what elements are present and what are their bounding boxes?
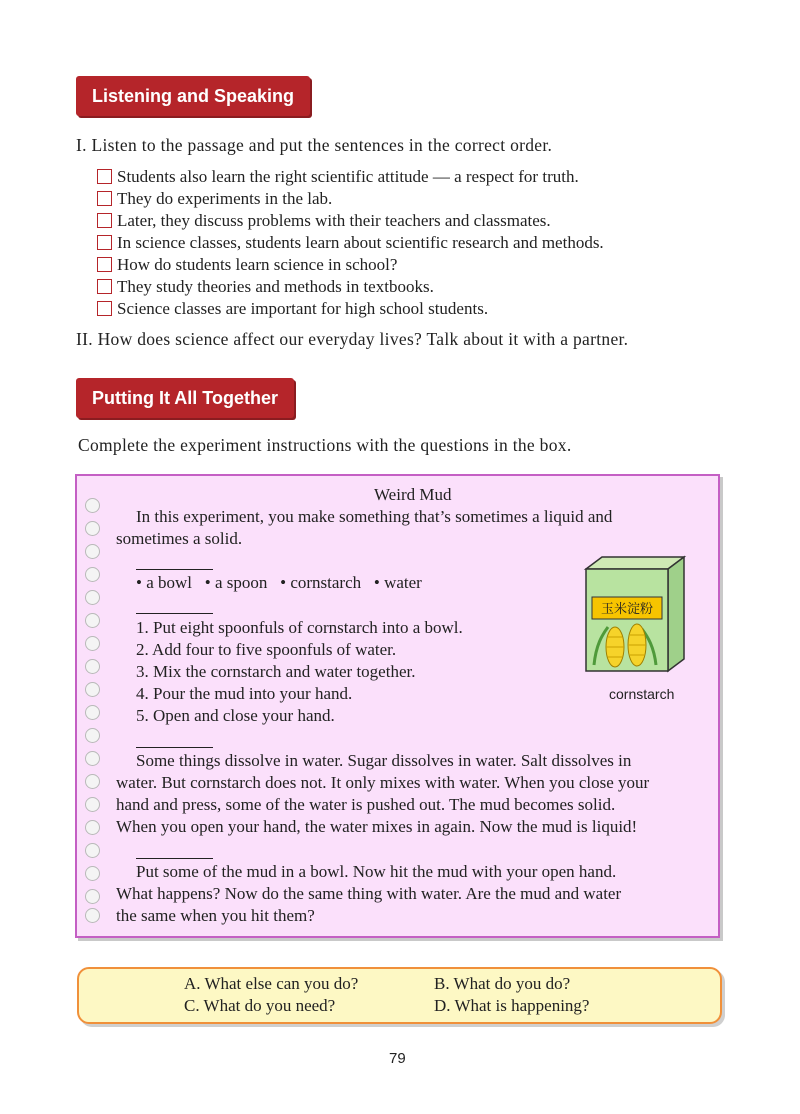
- binder-ring: [85, 659, 100, 674]
- sentence-row: [97, 276, 434, 298]
- listening-speaking-heading: Listening and Speaking: [76, 76, 310, 116]
- binder-ring: [85, 751, 100, 766]
- step: 3. Mix the cornstarch and water together.: [136, 662, 416, 681]
- sentence-row: [97, 298, 488, 320]
- sentence-text: Later, they discuss problems with their teachers and classmates.: [117, 211, 551, 230]
- binder-ring: [85, 613, 100, 628]
- order-checkbox[interactable]: [97, 213, 112, 228]
- sentence-row: [97, 188, 332, 210]
- blank-2: [136, 612, 213, 614]
- blank-1: [136, 568, 213, 570]
- material-item: • a bowl: [136, 573, 192, 592]
- step: 1. Put eight spoonfuls of cornstarch into a bowl.: [136, 618, 463, 637]
- option-c: C. What do you need?: [184, 996, 336, 1015]
- order-checkbox[interactable]: [97, 257, 112, 272]
- binder-ring: [85, 590, 100, 605]
- option-d: D. What is happening?: [434, 996, 590, 1015]
- question-options-box: [77, 967, 722, 1024]
- explain-line: hand and press, some of the water is pushed out. The mud becomes solid.: [116, 795, 616, 814]
- instruction: Complete the experiment instructions with the questions in the box.: [78, 435, 572, 455]
- binder-ring: [85, 774, 100, 789]
- more-line: What happens? Now do the same thing with water. Are the mud and water: [116, 884, 622, 903]
- step: 2. Add four to five spoonfuls of water.: [136, 640, 397, 659]
- binder-ring: [85, 636, 100, 651]
- order-checkbox[interactable]: [97, 279, 112, 294]
- intro-line: sometimes a solid.: [116, 529, 243, 548]
- sentence-text: They do experiments in the lab.: [117, 189, 333, 208]
- explain-line: water. But cornstarch does not. It only mixes with water. When you close your: [116, 773, 650, 792]
- binder-ring: [85, 682, 100, 697]
- question-2: II. How does science affect our everyday lives? Talk about it with a partner.: [76, 329, 629, 349]
- explain-line: Some things dissolve in water. Sugar dissolves in water. Salt dissolves in: [136, 751, 632, 770]
- intro-line: In this experiment, you make something that’s sometimes a liquid and: [136, 507, 613, 526]
- binder-ring: [85, 820, 100, 835]
- binder-ring: [85, 866, 100, 881]
- more-line: Put some of the mud in a bowl. Now hit the mud with your open hand.: [136, 862, 617, 881]
- blank-3: [136, 746, 213, 748]
- material-item: • water: [373, 573, 422, 592]
- option-a: A. What else can you do?: [184, 974, 359, 993]
- explain-line: When you open your hand, the water mixes in again. Now the mud is liquid!: [116, 817, 638, 836]
- order-checkbox[interactable]: [97, 169, 112, 184]
- order-checkbox[interactable]: [97, 191, 112, 206]
- binder-ring: [85, 521, 100, 536]
- binder-ring: [85, 498, 100, 513]
- binder-ring: [85, 544, 100, 559]
- sentence-text: Science classes are important for high school students.: [117, 299, 489, 318]
- step: 4. Pour the mud into your hand.: [136, 684, 353, 703]
- binder-ring: [85, 728, 100, 743]
- page-number: 79: [389, 1050, 406, 1067]
- materials-list: [136, 573, 422, 593]
- sentence-text: They study theories and methods in textbooks.: [117, 277, 434, 296]
- binder-ring: [85, 908, 100, 923]
- binder-ring: [85, 797, 100, 812]
- question-1: I. Listen to the passage and put the sentences in the correct order.: [76, 135, 553, 155]
- sentence-row: [97, 254, 397, 276]
- option-b: B. What do you do?: [434, 974, 571, 993]
- step: 5. Open and close your hand.: [136, 706, 335, 725]
- cornstarch-box-image: [582, 555, 687, 673]
- blank-4: [136, 857, 213, 859]
- binder-ring: [85, 843, 100, 858]
- sentence-text: How do students learn science in school?: [117, 255, 398, 274]
- putting-together-heading: Putting It All Together: [76, 378, 294, 418]
- binder-ring: [85, 567, 100, 582]
- material-item: • cornstarch: [280, 573, 362, 592]
- order-checkbox[interactable]: [97, 235, 112, 250]
- experiment-title: Weird Mud: [374, 485, 452, 504]
- sentence-text: Students also learn the right scientific attitude — a respect for truth.: [117, 167, 579, 186]
- box-label: 玉米淀粉: [600, 602, 654, 617]
- sentence-row: [97, 232, 604, 254]
- image-caption: cornstarch: [609, 686, 675, 702]
- sentence-text: In science classes, students learn about scientific research and methods.: [117, 233, 604, 252]
- order-checkbox[interactable]: [97, 301, 112, 316]
- material-item: • a spoon: [204, 573, 268, 592]
- binder-ring: [85, 889, 100, 904]
- binder-ring: [85, 705, 100, 720]
- sentence-row: [97, 210, 551, 232]
- more-line: the same when you hit them?: [116, 906, 315, 925]
- sentence-row: [97, 166, 579, 188]
